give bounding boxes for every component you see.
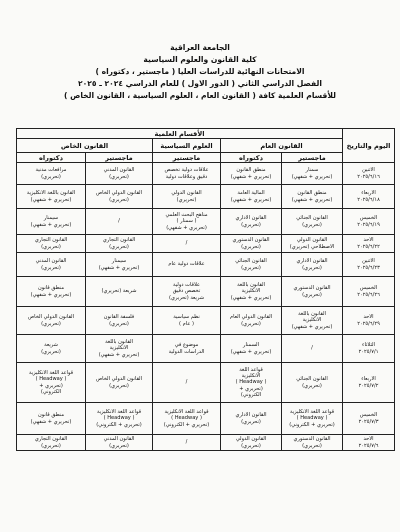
private-masters-cell: القانون الدولي الخاص (تحريري) xyxy=(86,185,153,209)
public-phd-cell: القانون الدولي (تحريري) xyxy=(221,435,282,451)
private-phd-cell: القانون باللغة الانكليزية (تحريري + شفهي) xyxy=(17,185,86,209)
private-masters-cell: القانون باللغة الانكليزية (تحريري + شفهي) xyxy=(86,335,153,363)
political-masters-cell: القانون الدولي (تحريري) xyxy=(153,185,221,209)
public-masters-cell: القانون الدستوري (تحريري) xyxy=(282,435,343,451)
public-phd-cell: منطق القانون (تحريري + شفهي) xyxy=(221,163,282,185)
day-date-cell: الاحد ٢٠٢٥/٦/٢٩ xyxy=(343,307,395,335)
private-masters-cell: سيمنار (تحريري + شفهي) xyxy=(86,253,153,277)
private-phd-cell: القانون التجاري (تحريري) xyxy=(17,235,86,253)
private-phd-header: دكتوراه xyxy=(17,153,86,163)
private-masters-cell: فلسفة القانون (تحريري) xyxy=(86,307,153,335)
public-phd-cell: القانون الدولي العام (تحريري) xyxy=(221,307,282,335)
day-date-cell: الاربعاء ٢٠٢٥/٦/١٨ xyxy=(343,185,395,209)
day-date-header: اليوم والتاريخ xyxy=(343,129,395,163)
private-masters-cell: القانون المدني (تحريري) xyxy=(86,163,153,185)
political-masters-cell: علاقات دولية تخصص دقيق وعلاقات دولية xyxy=(153,163,221,185)
public-masters-cell: قواعد اللغة الانكليزية ( Headway ) (تحريري + الكتروني) xyxy=(282,403,343,435)
day-date-cell: الاحد ٢٠٢٥/٦/٢٢ xyxy=(343,235,395,253)
political-masters-cell: علاقات دولية عام xyxy=(153,253,221,277)
schedule-row xyxy=(17,277,395,307)
private-phd-cell: قواعد اللغة الانكليزية ( Headway ) (تحريري + الكتروني) xyxy=(17,363,86,403)
private-phd-cell: القانون المدني (تحريري) xyxy=(17,253,86,277)
departments-line: للأقسام العلمية كافة ( القانون العام ، العلوم السياسية ، القانون الخاص ) xyxy=(63,91,336,100)
private-phd-cell: منطق قانون (تحريري + شفهي) xyxy=(17,277,86,307)
semester-line: الفصل الدراسي الثاني ( الدور الاول ) للعام الدراسي ٢٠٢٤ ـ ٢٠٢٥ xyxy=(78,79,322,88)
private-law-header: القانون الخاص xyxy=(17,139,153,153)
private-phd-cell: شريعة (تحريري) xyxy=(17,335,86,363)
private-phd-cell: سيمنار (تحريري + شفهي) xyxy=(17,209,86,235)
schedule-row xyxy=(17,235,395,253)
public-masters-cell: القانون الجنائي (تحريري) xyxy=(282,363,343,403)
public-masters-cell: منطق القانون (تحريري + شفهي) xyxy=(282,185,343,209)
schedule-row xyxy=(17,163,395,185)
private-phd-cell: القانون الدولي الخاص (تحريري) xyxy=(17,307,86,335)
public-masters-cell: القانون باللغة الانكليزية (تحريري + شفهي) xyxy=(282,307,343,335)
private-phd-cell: مرافعات مدنية (تحريري) xyxy=(17,163,86,185)
private-phd-cell: منطق قانون (تحريري + شفهي) xyxy=(17,403,86,435)
schedule-body xyxy=(17,163,395,451)
day-date-cell: الثلاثاء ٢٠٢٥/٧/١ xyxy=(343,335,395,363)
public-law-header: القانون العام xyxy=(221,139,343,153)
private-phd-cell: القانون التجاري (تحريري) xyxy=(17,435,86,451)
political-masters-cell: موضوع في الدراسات الدولية xyxy=(153,335,221,363)
public-phd-cell: القانون الدستوري (تحريري) xyxy=(221,235,282,253)
public-phd-header: دكتوراه xyxy=(221,153,282,163)
schedule-row xyxy=(17,253,395,277)
schedule-row xyxy=(17,209,395,235)
day-date-cell: الاثنين ٢٠٢٥/٦/٢٣ xyxy=(343,253,395,277)
schedule-row xyxy=(17,403,395,435)
document-header xyxy=(0,0,400,102)
public-masters-cell: القانون الاداري (تحريري) xyxy=(282,253,343,277)
day-date-cell: الاحد ٢٠٢٥/٧/٦ xyxy=(343,435,395,451)
exam-schedule-table xyxy=(16,128,395,451)
public-phd-cell: المالية العامة (تحريري + شفهي) xyxy=(221,185,282,209)
exam-title: الامتحانات النهائية للدراسات العليا ( ماجستير ، دكتوراه ) xyxy=(95,67,305,76)
political-masters-cell: / xyxy=(153,435,221,451)
schedule-row xyxy=(17,185,395,209)
departments-header: الأقسام العلمية xyxy=(17,129,343,139)
public-phd-cell: السمنار (تحريري + شفهي) xyxy=(221,335,282,363)
private-masters-cell: / xyxy=(86,209,153,235)
public-masters-header: ماجستير xyxy=(282,153,343,163)
public-masters-cell: القانون الدولي الاصطلاحي (تحريري) xyxy=(282,235,343,253)
political-science-header: العلوم السياسية xyxy=(153,139,221,153)
private-masters-cell: شريعة (تحريري) xyxy=(86,277,153,307)
private-masters-cell: قواعد اللغة الانكليزية ( Headway ) (تحريري + الكتروني) xyxy=(86,403,153,435)
public-masters-cell: / xyxy=(282,335,343,363)
day-date-cell: الاربعاء ٢٠٢٥/٧/٢ xyxy=(343,363,395,403)
public-masters-cell: القانون الجنائي (تحريري) xyxy=(282,209,343,235)
political-masters-cell: علاقات دولية تخصص دقيق شريعة (تحريري) xyxy=(153,277,221,307)
public-phd-cell: القانون الجنائي (تحريري) xyxy=(221,253,282,277)
political-masters-cell: مناهج البحث العلمي ( سمنار ) (تحريري + شفهي) xyxy=(153,209,221,235)
day-date-cell: الخميس ٢٠٢٥/٧/٣ xyxy=(343,403,395,435)
day-date-cell: الخميس ٢٠٢٥/٦/٢٦ xyxy=(343,277,395,307)
public-phd-cell: القانون الاداري (تحريري) xyxy=(221,209,282,235)
schedule-row xyxy=(17,307,395,335)
schedule-row xyxy=(17,335,395,363)
political-masters-cell: نظم سياسية ( عام ) xyxy=(153,307,221,335)
day-date-cell: الخميس ٢٠٢٥/٦/١٩ xyxy=(343,209,395,235)
political-masters-cell: قواعد اللغة الانكليزية ( Headway ) (تحريري + الكتروني) xyxy=(153,403,221,435)
schedule-row xyxy=(17,363,395,403)
private-masters-header: ماجستير xyxy=(86,153,153,163)
private-masters-cell: القانون المدني (تحريري) xyxy=(86,435,153,451)
university-name: الجامعة العراقية xyxy=(170,43,230,52)
public-phd-cell: قواعد اللغة الانكليزية ( Headway ) (تحريري + الكتروني) xyxy=(221,363,282,403)
public-phd-cell: القانون الاداري (تحريري) xyxy=(221,403,282,435)
political-masters-header: ماجستير xyxy=(153,153,221,163)
college-name: كلية القانون والعلوم السياسية xyxy=(143,55,257,64)
public-phd-cell: القانون باللغة الانكليزية (تحريري + شفهي) xyxy=(221,277,282,307)
political-masters-cell: / xyxy=(153,235,221,253)
political-masters-cell: / xyxy=(153,363,221,403)
public-masters-cell: القانون الدستوري (تحريري) xyxy=(282,277,343,307)
private-masters-cell: القانون الدولي الخاص (تحريري) xyxy=(86,363,153,403)
public-masters-cell: سمنار (تحريري + شفهي) xyxy=(282,163,343,185)
schedule-row xyxy=(17,435,395,451)
day-date-cell: الاثنين ٢٠٢٥/٦/١٦ xyxy=(343,163,395,185)
private-masters-cell: القانون التجاري (تحريري) xyxy=(86,235,153,253)
